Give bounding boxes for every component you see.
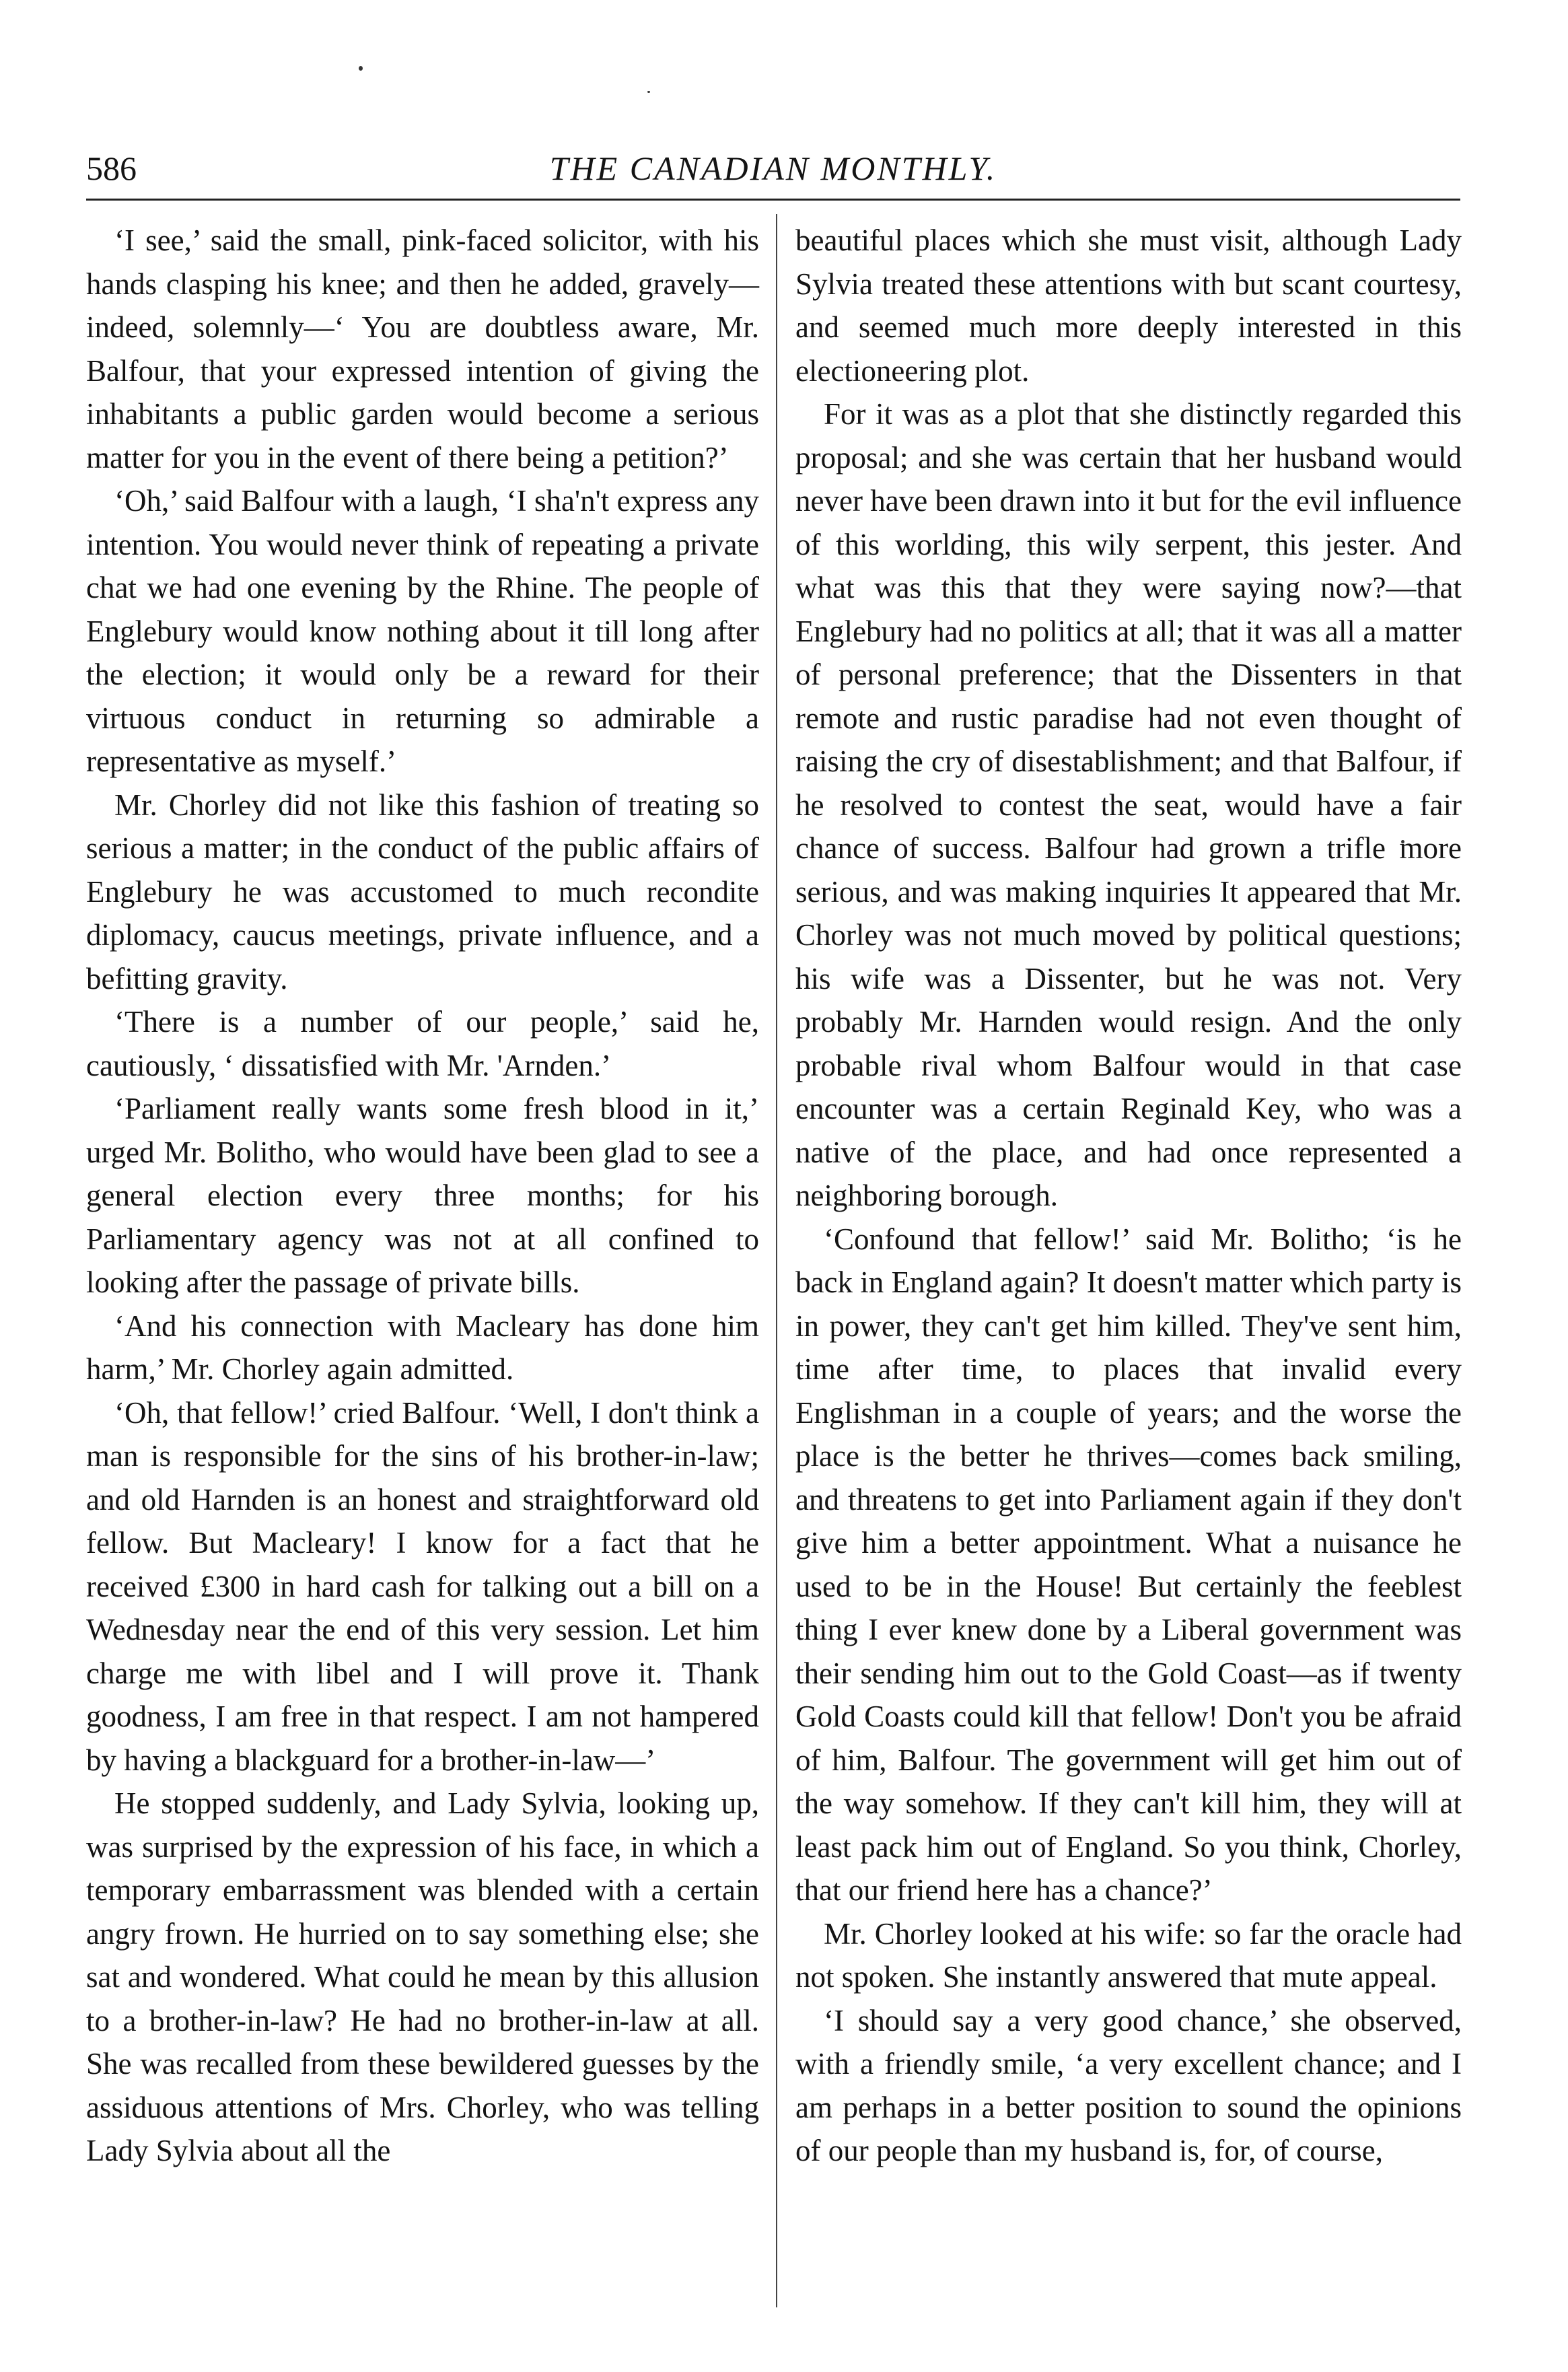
print-speck	[647, 91, 650, 93]
print-speck	[359, 66, 363, 71]
paragraph: ‘Confound that fellow!’ said Mr. Bolitho; ‘is he back in England again? It doesn't matter which party is in power, they can't get him killed. They've sent him, time after time, to places that invalid every Englishman in a couple of years; and the worse the place is the better he thrives—comes back smiling, and threatens to get into Parliament again if they don't give him a better appointment. What a nuisance he used to be in the House! But certainly the feeblest thing I ever knew done by a Liberal government was their sending him out to the Gold Coast—as if twenty Gold Coasts could kill that fellow! Don't you be afraid of him, Balfour. The government will get him out of the way somehow. If they can't kill him, they will at least pack him out of England. So you think, Chorley, that our friend here has a chance?’	[795, 1222, 1462, 1907]
paragraph: ‘Oh, that fellow!’ cried Balfour. ‘Well, I don't think a man is responsible for the sins of his brother-in-law; and old Harnden is an honest and straightforward old fellow. But Macleary! I know for a fact that he received £300 in hard cash for talking out a bill on a Wednesday near the end of this very session. Let him charge me with libel and I will prove it. Thank goodness, I am free in that respect. I am not hampered by having a blackguard for a brother-in-law—’	[86, 1395, 759, 1777]
page-number: 586	[86, 149, 137, 187]
header-rule	[86, 199, 1460, 201]
paragraph: He stopped suddenly, and Lady Sylvia, looking up, was surprised by the expression of his face, in which a temporary embarrassment was blended with a certain angry frown. He hurried on to say something else; she sat and wondered. What could he mean by this allusion to a brother-in-law? He had no brother-in-law at all. She was recalled from these bewildered guesses by the assiduous attentions of Mrs. Chorley, who was telling Lady Sylvia about all the	[86, 1786, 759, 2167]
paragraph-continued: beautiful places which she must visit, although Lady Sylvia treated these attentions with but scant courtesy, and seemed much more deeply interested in this electioneering plot.	[795, 223, 1462, 388]
paragraph: ‘I should say a very good chance,’ she observed, with a friendly smile, ‘a very excellent chance; and I am perhaps in a better position to sound the opinions of our people than my husband is, for, of course,	[795, 2003, 1462, 2167]
page-header	[86, 148, 1460, 195]
paragraph: For it was as a plot that she distinctly regarded this proposal; and she was certain that her husband would never have been drawn into it but for the evil influence of this worlding, this wily serpent, this jester. And what was this that they were saying now?—that Englebury had no politics at all; that it was all a matter of personal preference; that the Dissenters in that remote and rustic paradise had not even thought of raising the cry of disestablishment; and that Balfour, if he resolved to contest the seat, would have a fair chance of success. Balfour had grown a trifle more serious, and was making inquiries It appeared that Mr. Chorley was not much moved by political questions; his wife was a Dissenter, but he was not. Very probably Mr. Harnden would resign. And the only probable rival whom Balfour would in that case encounter was a certain Reginald Key, who was a native of the place, and had once represented a neighboring borough.	[795, 397, 1462, 1212]
column-divider	[776, 214, 777, 2307]
paragraph: ‘And his connection with Macleary has done him harm,’ Mr. Chorley again admitted.	[86, 1309, 759, 1386]
paragraph: ‘Oh,’ said Balfour with a laugh, ‘I sha'n't express any intention. You would never think of repeating a private chat we had one evening by the Rhine. The people of Englebury would know nothing about it till long after the election; it would only be a reward for their virtuous conduct in returning so admirable a representative as myself.’	[86, 484, 759, 778]
left-column	[86, 219, 759, 2173]
right-column	[795, 219, 1462, 2173]
paragraph: ‘There is a number of our people,’ said he, cautiously, ‘ dissatisfied with Mr. 'Arnden.’	[86, 1005, 759, 1082]
paragraph: ‘I see,’ said the small, pink-faced solicitor, with his hands clasping his knee; and then he added, gravely—indeed, solemnly—‘ You are doubtless aware, Mr. Balfour, that your expressed intention of giving the inhabitants a public garden would become a serious matter for you in the event of there being a petition?’	[86, 223, 759, 475]
paragraph: ‘Parliament really wants some fresh blood in it,’ urged Mr. Bolitho, who would have been glad to see a general election every three months; for his Parliamentary agency was not at all confined to looking after the passage of private bills.	[86, 1092, 759, 1299]
paragraph: Mr. Chorley did not like this fashion of treating so serious a matter; in the conduct of the public affairs of Englebury he was accustomed to much recondite diplomacy, caucus meetings, private influence, and a befitting gravity.	[86, 788, 759, 996]
paragraph: Mr. Chorley looked at his wife: so far the oracle had not spoken. She instantly answered that mute appeal.	[795, 1916, 1462, 1994]
running-title: THE CANADIAN MONTHLY.	[549, 149, 997, 187]
